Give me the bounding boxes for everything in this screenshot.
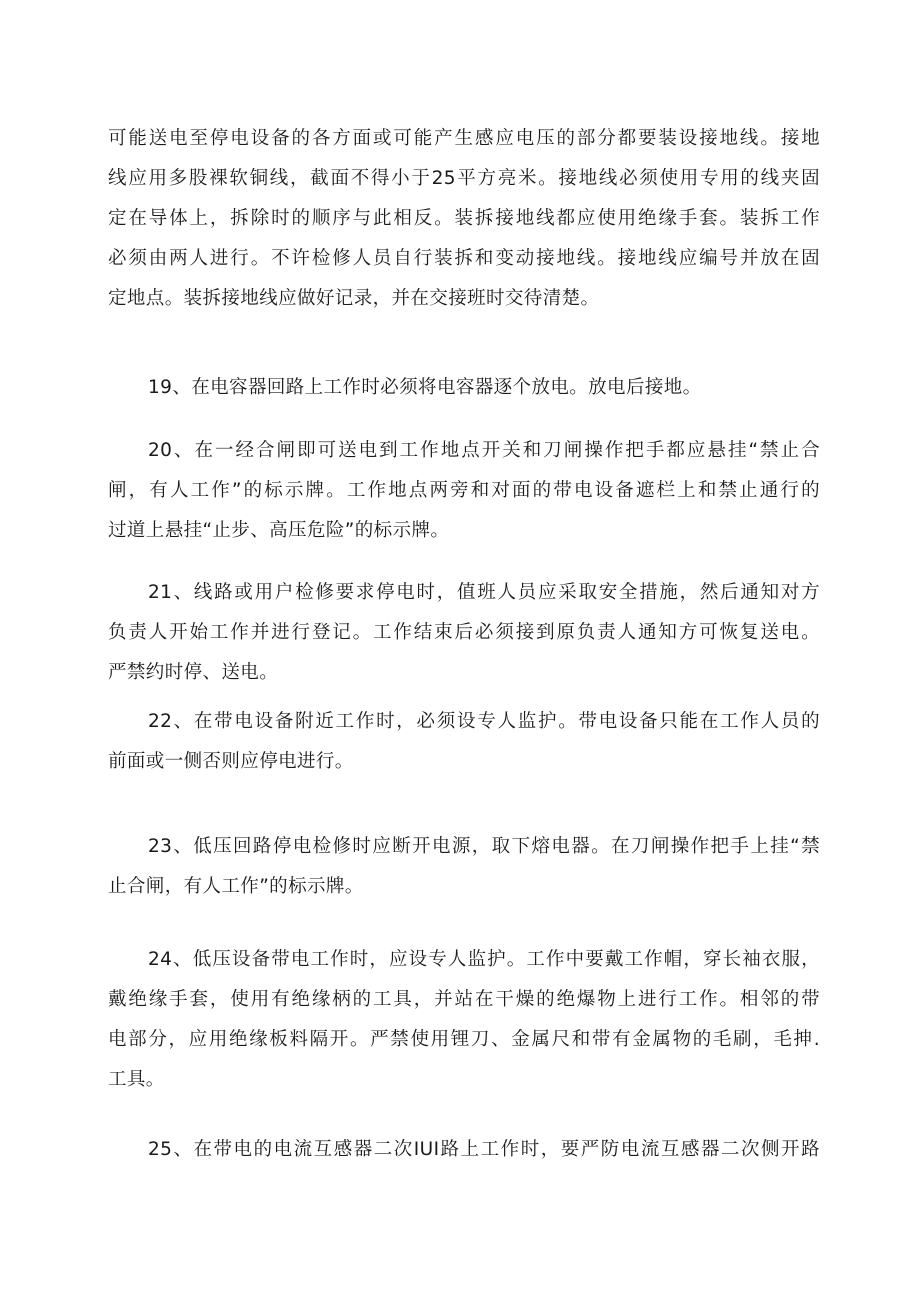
text-line: 戴绝缘手套，使用有绝缘柄的工具，并站在干燥的绝爆物上进行工作。相邻的带 [108,989,820,1010]
text-line: 20、在一经合闸即可送电到工作地点开关和刀闸操作把手都应悬挂“禁止合 [148,440,820,461]
text-line: 定在导体上，拆除时的顺序与此相反。装拆接地线都应使用绝缘手套。装拆工作 [108,208,820,229]
text-line: 可能送电至停电设备的各方面或可能产生感应电压的部分都要装设接地线。接地 [108,128,820,149]
text-line: 22、在带电设备附近工作时，必须设专人监护。带电设备只能在工作人员的 [148,711,820,732]
text-line: 必须由两人进行。不许检修人员自行装拆和变动接地线。接地线应编号并放在固 [108,248,820,269]
text-line: 负责人开始工作并进行登记。工作结束后必须接到原负责人通知方可恢复送电。 [108,622,820,643]
text-line: 24、低压设备带电工作时，应设专人监护。工作中要戴工作帽，穿长袖衣服， [148,949,820,970]
paragraph-item-21 [108,573,820,693]
text-line: 闸，有人工作”的标示牌。工作地点两旁和对面的带电设备遮栏上和禁止通行的 [108,480,820,501]
text-line: 23、低压回路停电检修时应断开电源，取下熔电器。在刀闸操作把手上挂“禁 [148,836,820,857]
text-line: 工具。 [108,1069,165,1090]
text-line: 前面或一侧否则应停电进行。 [108,751,354,772]
text-line: 21、线路或用户检修要求停电时，值班人员应采取安全措施，然后通知对方 [148,582,820,603]
text-line: 止合闸，有人工作”的标示牌。 [108,876,364,897]
paragraph-item-22 [108,702,820,782]
text-line: 定地点。装拆接地线应做好记录，并在交接班时交待清楚。 [108,288,600,309]
paragraph-item-23 [108,827,820,907]
paragraph-grounding-wire [108,119,820,319]
paragraph-item-24 [108,940,820,1100]
text-line: 过道上悬挂“止步、高压危险”的标示牌。 [108,520,450,541]
text-line: 25、在带电的电流互感器二次IUI路上工作时，要严防电流互感器二次侧开路 [148,1139,820,1160]
paragraph-item-20 [108,431,820,551]
text-line: 电部分，应用绝缘板料隔开。严禁使用锂刀、金属尺和带有金属物的毛刷，毛抻. [108,1029,820,1050]
text-line: 线应用多股裸软铜线，截面不得小于25平方亮米。接地线必须使用专用的线夹固 [108,168,820,189]
text-line: 19、在电容器回路上工作时必须将电容器逐个放电。放电后接地。 [148,377,702,398]
paragraph-item-19 [108,368,820,408]
paragraph-item-25 [108,1130,820,1170]
text-line: 严禁约时停、送电。 [108,662,279,683]
